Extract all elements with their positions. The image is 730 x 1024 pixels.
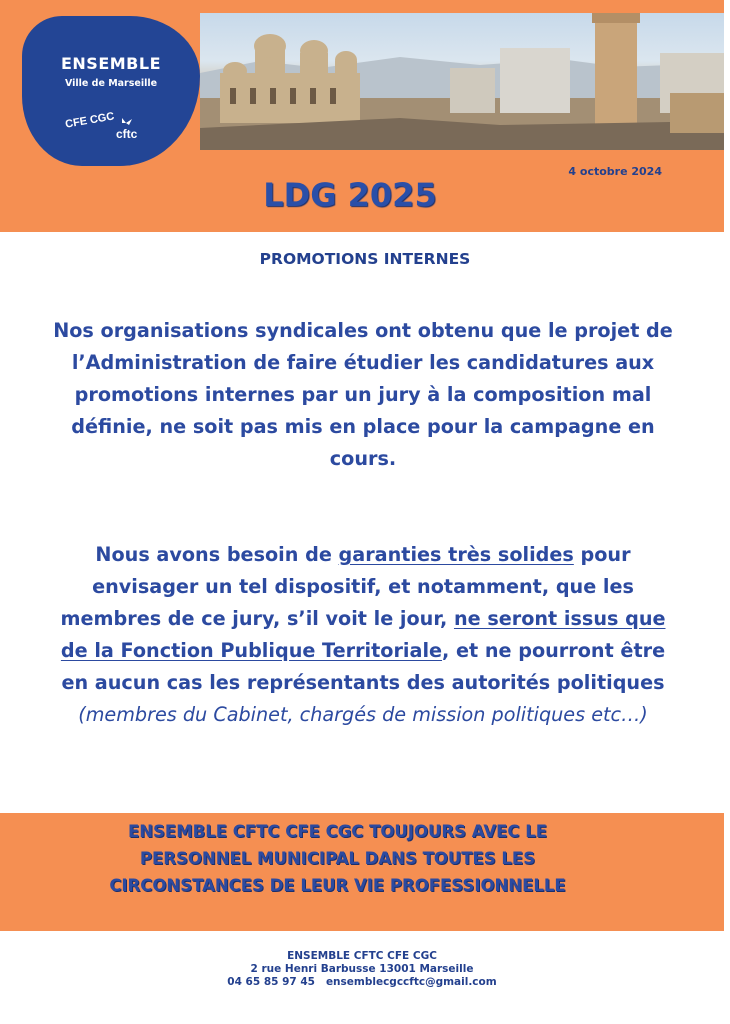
page-title: LDG 2025 xyxy=(263,176,437,214)
document-date: 4 octobre 2024 xyxy=(568,165,662,178)
logo-title: ENSEMBLE xyxy=(60,54,161,73)
contact-block xyxy=(0,950,724,989)
paragraph-2-text-2: pour envisager un tel dispositif, et notamment, que les membres de ce jury, s’il voit le jour, xyxy=(60,543,634,630)
logo-subtitle: Ville de Marseille xyxy=(64,78,158,89)
paragraph-1: Nos organisations syndicales ont obtenu que le projet de l’Administration de faire étudier les candidatures aux promotions internes par un jury à la composition mal définie, ne soit pas mis en place pour la campagne en cours. xyxy=(53,319,673,470)
paragraph-2-text-1: Nous avons besoin de xyxy=(95,543,339,566)
contact-phone: 04 65 85 97 45 xyxy=(227,976,315,988)
section-title: PROMOTIONS INTERNES xyxy=(259,250,471,268)
paragraph-2-underline-1: garanties très solides xyxy=(338,543,574,566)
logo-badge-right: cftc xyxy=(116,127,138,141)
logo-badge-left: CFE CGC xyxy=(64,110,116,131)
cftc-logo-icon xyxy=(112,114,158,144)
paragraph-2-underline-2: ne seront issus que de la Fonction Publique Territoriale xyxy=(60,607,666,662)
paragraph-2-text-3: , et ne pourront être en aucun cas les représentants des autorités politiques xyxy=(61,639,666,694)
paragraph-2-italic: (membres du Cabinet, chargés de mission politiques etc…) xyxy=(78,703,648,726)
contact-org: ENSEMBLE CFTC CFE CGC xyxy=(287,950,437,962)
marseille-cityscape-photo xyxy=(200,13,724,150)
contact-email: ensemblecgccftc@gmail.com xyxy=(325,976,497,988)
slogan: ENSEMBLE CFTC CFE CGC TOUJOURS AVEC LE PERSONNEL MUNICIPAL DANS TOUTES LES CIRCONSTANCES DE LEUR VIE PROFESSIONNELLE xyxy=(109,822,566,895)
cfe-cgc-logo-icon xyxy=(62,110,116,142)
paragraph-2 xyxy=(48,539,678,731)
contact-address: 2 rue Henri Barbusse 13001 Marseille xyxy=(250,963,474,975)
